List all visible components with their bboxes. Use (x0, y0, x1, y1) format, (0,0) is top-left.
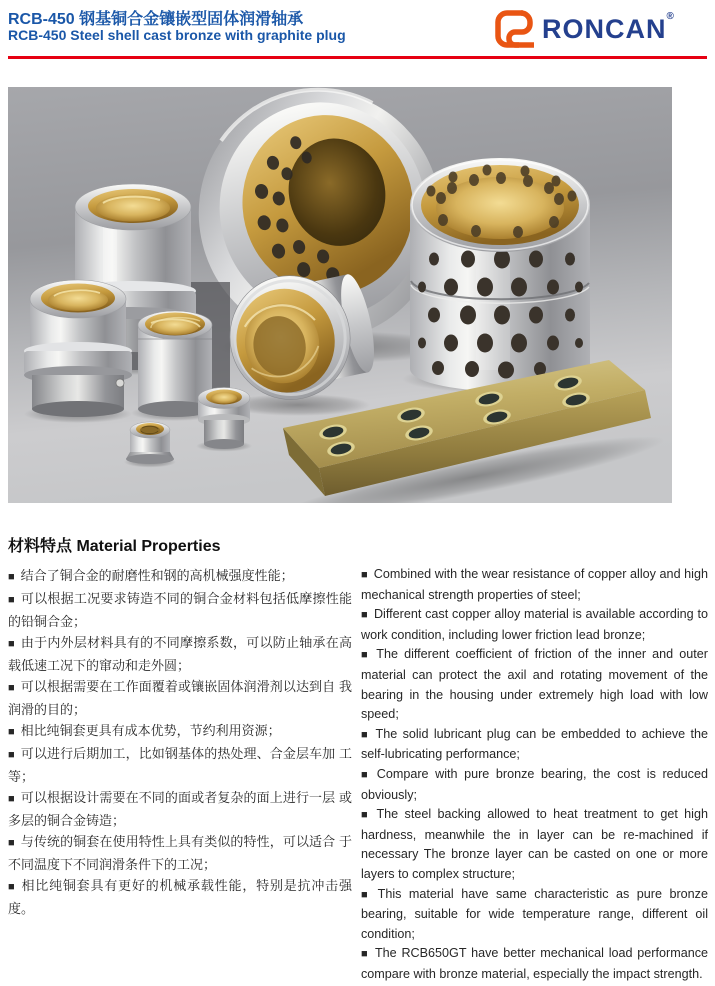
bullet-text: 可以根据工况要求铸造不同的铜合金材料包括低摩擦性能的铅铜合金； (8, 591, 352, 629)
bullet-text: This material have same characteristic as pure bronze bearing, suitable for wide temperature range, different oil condition; (361, 886, 708, 941)
page-title-en: RCB-450 Steel shell cast bronze with graphite plug (8, 27, 346, 43)
bullet-text: 由于内外层材料具有的不同摩擦系数，可以防止轴承在高载低速工况下的窜动和走外圆； (8, 635, 352, 673)
bullet-square-icon: ■ (8, 881, 16, 893)
bullet-item (8, 743, 352, 787)
page-title-zh: RCB-450 钢基铜合金镶嵌型固体润滑轴承 (8, 11, 304, 28)
bullet-square-icon: ■ (8, 726, 15, 738)
material-properties-zh-column (8, 565, 352, 919)
bullet-item (8, 588, 352, 632)
bullet-text: 结合了铜合金的耐磨性和钢的高机械强度性能； (20, 568, 294, 583)
section-heading: 材料特点 Material Properties (8, 538, 221, 555)
bullet-text: The solid lubricant plug can be embedded to achieve the self-lubricating performance; (361, 726, 708, 762)
bullet-item (8, 720, 352, 743)
bullet-item (361, 605, 708, 645)
roncan-logo-icon (494, 9, 538, 51)
bullet-square-icon: ■ (361, 948, 369, 961)
bullet-item (8, 787, 352, 831)
bullet-text: Combined with the wear resistance of copper alloy and high mechanical strength properties of steel; (361, 567, 708, 602)
bullet-square-icon: ■ (8, 682, 15, 694)
brand-text: RONCAN (542, 14, 667, 44)
red-divider (8, 56, 707, 59)
bullet-item (361, 725, 708, 765)
flanged-bushing-small (24, 280, 132, 417)
bullet-item (361, 885, 708, 945)
bullet-item (8, 676, 352, 720)
bullet-item (8, 565, 352, 588)
bullet-text: 相比纯铜套更具有成本优势，节约利用资源； (20, 723, 281, 738)
bullet-text: The RCB650GT have better mechanical load performance compare with bronze material, especially the impact strength. (361, 946, 708, 981)
bullet-square-icon: ■ (361, 809, 371, 822)
bullet-square-icon: ■ (8, 837, 15, 849)
product-photo (8, 87, 672, 503)
material-properties-en-column (361, 565, 708, 984)
bullet-square-icon: ■ (361, 609, 368, 622)
bullet-square-icon: ■ (8, 793, 15, 805)
bullet-square-icon: ■ (8, 571, 15, 583)
bullet-text: Compare with pure bronze bearing, the cost is reduced obviously; (361, 766, 708, 802)
bullet-text: 相比纯铜套具有更好的机械承载性能，特别是抗冲击强度。 (8, 878, 352, 916)
bullet-item (361, 765, 708, 805)
bullet-item (361, 565, 708, 605)
bullet-square-icon: ■ (361, 569, 368, 581)
bullet-item (361, 805, 708, 884)
bullet-text: The steel backing allowed to heat treatment to get high hardness, meanwhile the in layer can be re-machined if necessary The bronze layer can be casted on one or more layers to complex structure; (361, 807, 708, 881)
roncan-logo (494, 9, 674, 51)
bullet-text: The different coefficient of friction of the inner and outer material can protect the axil and rotating movement of the bearing in the housing under extremely high load with low speed; (361, 647, 708, 722)
small-bushing (198, 388, 250, 450)
bullet-item (8, 831, 352, 875)
bullet-square-icon: ■ (8, 638, 15, 650)
bullet-text: 可以根据需要在工作面覆着或镶嵌固体润滑剂以达到自 我润滑的目的； (8, 679, 352, 717)
bullet-square-icon: ■ (361, 649, 371, 662)
bullet-text: Different cast copper alloy material is available according to work condition, including lower friction lead bronze; (361, 607, 708, 642)
bullet-square-icon: ■ (361, 728, 370, 741)
registered-mark: ® (666, 11, 674, 22)
bullet-item (8, 632, 352, 676)
bullet-square-icon: ■ (361, 768, 371, 781)
bullet-item (8, 875, 352, 919)
mini-bushing (126, 422, 174, 464)
bullet-text: 与传统的铜套在使用特性上具有类似的特性，可以适合 于不同温度下不同润滑条件下的工况； (8, 834, 352, 872)
bullet-square-icon: ■ (8, 594, 15, 606)
bullet-text: 可以进行后期加工，比如钢基体的热处理、合金层车加 工等； (8, 746, 352, 784)
bullet-square-icon: ■ (361, 888, 372, 901)
bullet-item (361, 944, 708, 984)
bullet-text: 可以根据设计需要在不同的面或者复杂的面上进行一层 或多层的铜合金铸造； (8, 790, 352, 828)
bullet-square-icon: ■ (8, 749, 15, 761)
plugged-cylinder (410, 158, 590, 391)
bullet-item (361, 645, 708, 724)
